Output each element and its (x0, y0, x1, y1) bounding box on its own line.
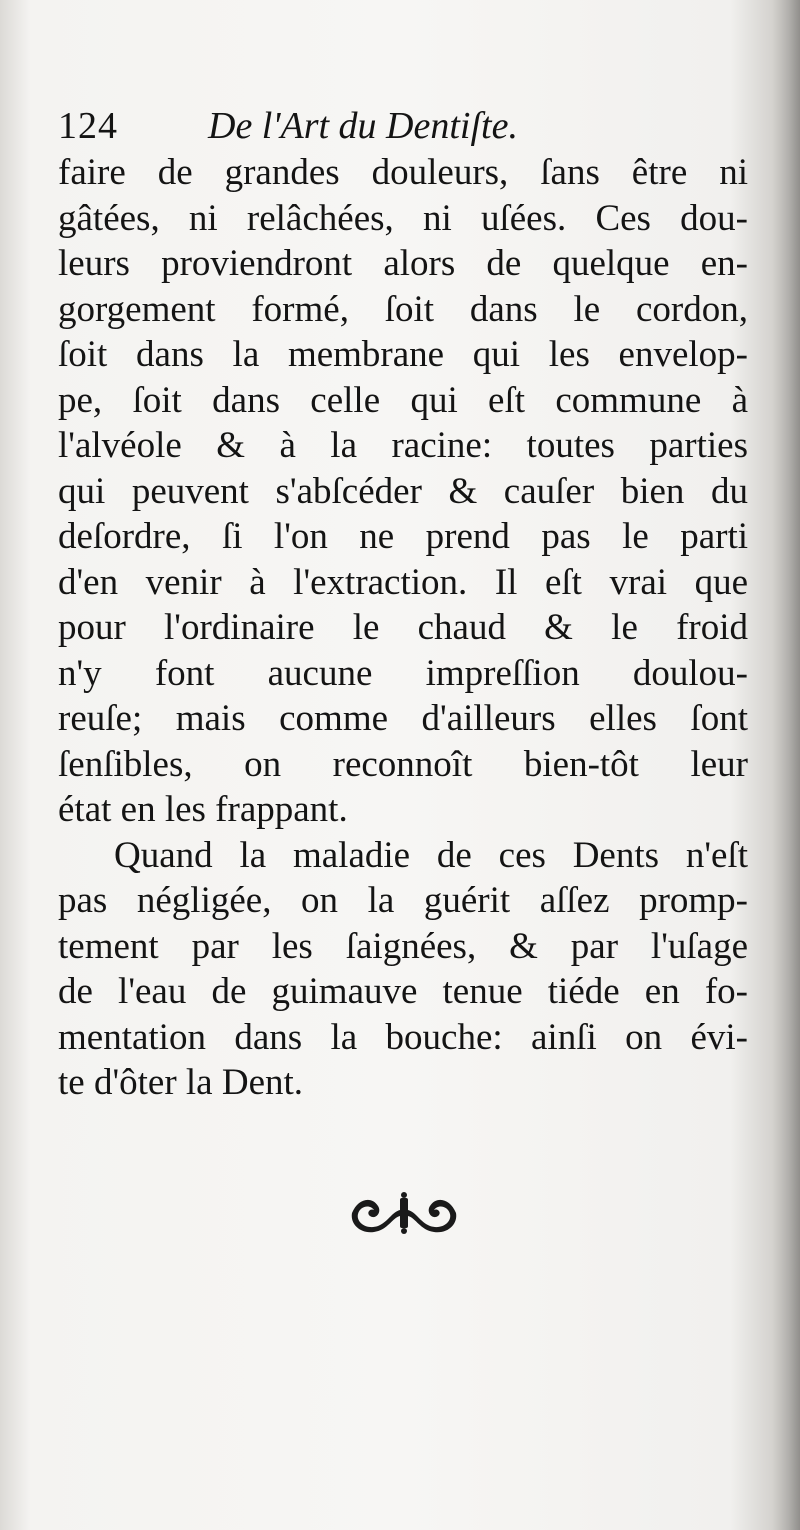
page-gutter-shadow (772, 0, 800, 1530)
text-line: Quand la maladie de ces Dents n'eſt (114, 834, 748, 876)
text-line: pour l'ordinaire le chaud & le froid (58, 607, 748, 648)
text-line: te d'ôter la Dent. (58, 1062, 304, 1103)
text-line: de l'eau de guimauve tenue tiéde en fo- (58, 971, 748, 1012)
text-line: leurs proviendront alors de quelque en- (58, 243, 748, 284)
paragraph-2 (58, 833, 748, 1106)
text-line: tement par les ſaignées, & par l'uſage (58, 925, 748, 967)
text-line: gorgement formé, ſoit dans le cordon, (58, 288, 748, 330)
fleuron-ornament-icon (348, 1190, 460, 1236)
text-line: gâtées, ni relâchées, ni uſées. Ces dou- (58, 197, 748, 239)
text-line: deſordre, ſi l'on ne prend pas le parti (58, 516, 748, 557)
text-line: état en les frappant. (58, 789, 348, 830)
text-line: ſenſibles, on reconnoît bien-tôt leur (58, 743, 748, 785)
running-title: De l'Art du Dentiſte. (208, 105, 518, 147)
page-number: 124 (58, 105, 118, 147)
text-line: d'en venir à l'extraction. Il eſt vrai que (58, 561, 748, 603)
page-header (58, 100, 758, 152)
paragraph-1 (58, 150, 748, 833)
body-text (58, 150, 748, 1106)
text-line: qui peuvent s'abſcéder & cauſer bien du (58, 470, 748, 512)
text-line: pas négligée, on la guérit aſſez promp- (58, 880, 748, 921)
text-line: reuſe; mais comme d'ailleurs elles ſont (58, 698, 748, 739)
text-line: mentation dans la bouche: ainſi on évi- (58, 1016, 748, 1058)
text-line: n'y font aucune impreſſion doulou- (58, 652, 748, 694)
text-line: ſoit dans la membrane qui les envelop- (58, 334, 748, 375)
text-line: l'alvéole & à la racine: toutes parties (58, 425, 748, 466)
text-line: pe, ſoit dans celle qui eſt commune à (58, 379, 748, 421)
text-line: faire de grandes douleurs, ſans être ni (58, 152, 748, 193)
